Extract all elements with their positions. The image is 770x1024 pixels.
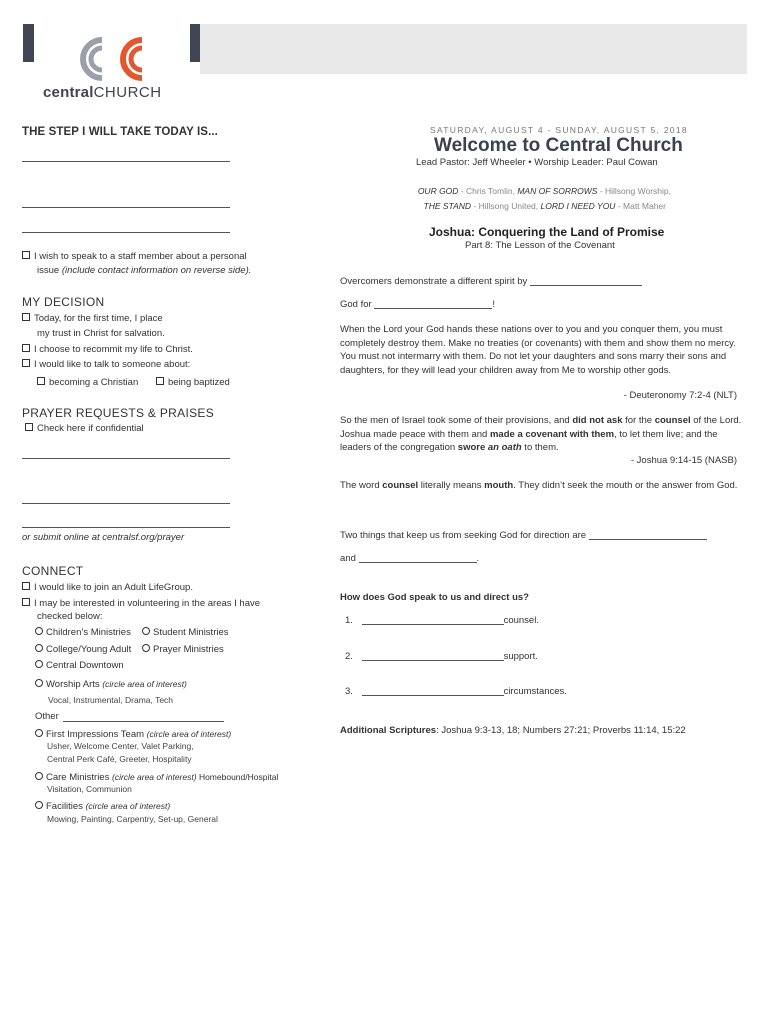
radio-icon (35, 729, 43, 737)
checkbox-icon (22, 251, 30, 259)
prayer-line-2[interactable] (22, 503, 230, 504)
counsel-word-text: The word counsel literally means mouth. They didn’t seek the mouth or the answer from God. (340, 480, 738, 491)
opt-being-baptized[interactable]: being baptized (156, 376, 230, 390)
checkbox-icon (22, 582, 30, 590)
checkbox-icon (22, 313, 30, 321)
central-church-logo-icon (74, 34, 154, 84)
checkbox-icon (22, 344, 30, 352)
radio-icon (35, 660, 43, 668)
deuteronomy-ref: - Deuteronomy 7:2-4 (NLT) (623, 390, 737, 401)
additional-scriptures: Additional Scriptures: Joshua 9:3-13, 18; Numbers 27:21; Proverbs 11:14, 15:22 (340, 725, 686, 736)
connect-heading: CONNECT (22, 564, 84, 578)
step-heading: THE STEP I WILL TAKE TODAY IS... (22, 126, 218, 138)
radio-icon (35, 801, 43, 809)
opt-downtown[interactable]: Central Downtown (35, 659, 124, 673)
sermon-title: Joshua: Conquering the Land of Promise (429, 225, 665, 239)
prayer-heading: PRAYER REQUESTS & PRAISES (22, 406, 214, 420)
opt-facilities[interactable]: Facilities (circle area of interest) (35, 799, 170, 814)
joshua-text: So the men of Israel took some of their provisions, and did not ask for the counsel of the Lord. Joshua made peace with them and made a covenant with them, to let them live; and the leaders of the congregation swore an oath to them. (340, 415, 742, 453)
other-label: Other (35, 711, 59, 722)
decision-first-time-cont: my trust in Christ for salvation. (37, 328, 165, 339)
how-heading: How does God speak to us and direct us? (340, 592, 529, 603)
songs-line-1: OUR GOD - Chris Tomlin, MAN OF SORROWS - Hillsong Worship, (417, 186, 671, 196)
prayer-online-link[interactable]: or submit online at centralsf.org/prayer (22, 532, 185, 543)
pastors-line: Lead Pastor: Jeff Wheeler • Worship Leader: Paul Cowan (416, 157, 658, 168)
staff-request-checkbox[interactable]: I wish to speak to a staff member about a personal (22, 250, 247, 264)
overcomers-line: Overcomers demonstrate a different spirit by (340, 275, 642, 289)
radio-icon (35, 644, 43, 652)
checkbox-icon (156, 377, 164, 385)
first-sub-1: Usher, Welcome Center, Valet Parking, (47, 741, 194, 751)
opt-children[interactable]: Children’s Ministries (35, 626, 131, 640)
opt-care[interactable]: Care Ministries (circle area of interest) Homebound/Hospital (35, 770, 278, 785)
step-line-3[interactable] (22, 232, 230, 233)
decision-recommit-checkbox[interactable]: I choose to recommit my life to Christ. (22, 343, 193, 357)
songs-line-2: THE STAND - Hillsong United, LORD I NEED YOU - Matt Maher (423, 201, 666, 211)
radio-icon (35, 627, 43, 635)
radio-icon (142, 644, 150, 652)
care-sub: Visitation, Communion (47, 784, 132, 794)
checkbox-icon (22, 598, 30, 606)
two-things-blank[interactable] (589, 539, 707, 540)
lifegroup-checkbox[interactable]: I would like to join an Adult LifeGroup. (22, 581, 193, 595)
other-line[interactable] (63, 721, 224, 722)
answer-2: 2. support. (345, 651, 538, 662)
checkbox-icon (22, 359, 30, 367)
radio-icon (35, 772, 43, 780)
page-title: Welcome to Central Church (434, 135, 683, 156)
deuteronomy-text: When the Lord your God hands these nations over to you and you conquer them, you must completely destroy them. Make no treaties (or covenants) with them and show them no mercy. You must not intermarry with them. Do not let your daughters and sons marry their sons and daughters, for they will lead your children away from Me to worship other gods. (340, 324, 736, 376)
two-things-line: Two things that keep us from seeking God for direction are (340, 529, 707, 543)
opt-student[interactable]: Student Ministries (142, 626, 229, 640)
answer-3-blank[interactable] (362, 695, 504, 696)
and-line: and . (340, 553, 480, 564)
answer-3: 3. circumstances. (345, 686, 567, 697)
opt-first-impressions[interactable]: First Impressions Team (circle area of interest) (35, 727, 231, 742)
god-for-blank[interactable] (374, 308, 492, 309)
decision-talk-checkbox[interactable]: I would like to talk to someone about: (22, 358, 190, 372)
opt-becoming-christian[interactable]: becoming a Christian (37, 376, 138, 390)
service-date: SATURDAY, AUGUST 4 - SUNDAY, AUGUST 5, 2018 (430, 125, 688, 135)
staff-request-note: issue (include contact information on reverse side). (37, 265, 252, 276)
opt-college[interactable]: College/Young Adult (35, 643, 131, 657)
decision-first-time-checkbox[interactable]: Today, for the first time, I place (22, 312, 163, 326)
prayer-line-1[interactable] (22, 458, 230, 459)
checkbox-icon (25, 423, 33, 431)
volunteer-cont: checked below: (37, 611, 103, 622)
answer-2-blank[interactable] (362, 660, 504, 661)
step-line-1[interactable] (22, 161, 230, 162)
decision-heading: MY DECISION (22, 295, 105, 309)
volunteer-checkbox[interactable]: I may be interested in volunteering in the areas I have (22, 597, 260, 611)
opt-worship[interactable]: Worship Arts (circle area of interest) (35, 677, 187, 692)
sermon-part: Part 8: The Lesson of the Covenant (465, 240, 615, 251)
facilities-sub: Mowing, Painting, Carpentry, Set-up, General (47, 814, 218, 824)
answer-1: 1. counsel. (345, 615, 539, 626)
radio-icon (35, 679, 43, 687)
checkbox-icon (37, 377, 45, 385)
radio-icon (142, 627, 150, 635)
step-line-2[interactable] (22, 207, 230, 208)
first-sub-2: Central Perk Café, Greeter, Hospitality (47, 754, 192, 764)
joshua-ref: - Joshua 9:14-15 (NASB) (630, 455, 737, 466)
header-bar (200, 24, 747, 74)
prayer-line-3[interactable] (22, 527, 230, 528)
and-blank[interactable] (359, 562, 477, 563)
god-for-line: God for ! (340, 299, 495, 310)
answer-1-blank[interactable] (362, 624, 504, 625)
prayer-confidential-checkbox[interactable]: Check here if confidential (25, 422, 144, 436)
opt-prayer-ministries[interactable]: Prayer Ministries (142, 643, 224, 657)
logo-wordmark: centralCHURCH (43, 84, 162, 101)
overcomers-blank[interactable] (530, 285, 642, 286)
worship-sub: Vocal, Instrumental, Drama, Tech (48, 695, 174, 705)
